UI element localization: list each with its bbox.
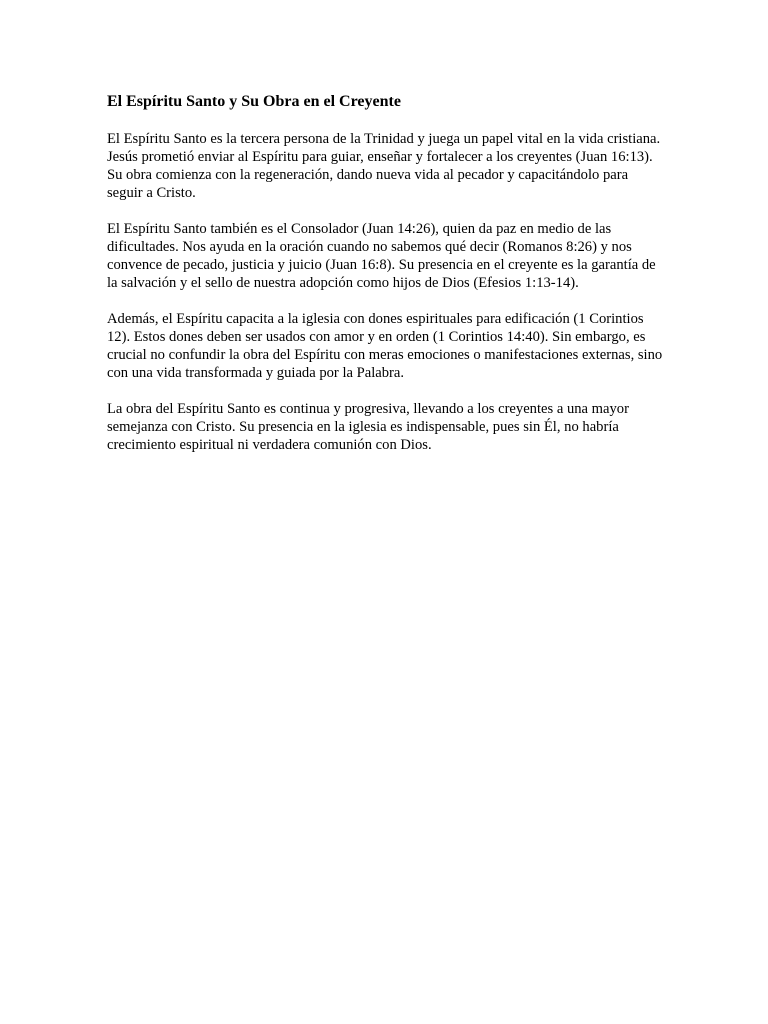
paragraph-4: La obra del Espíritu Santo es continua y progresiva, llevando a los creyentes a una mayor semejanza con Cristo. Su presencia en la iglesia es indispensable, pues sin Él, no habría crecimiento espiritual ni verdadera comunión con Dios. [107, 401, 629, 453]
document-page [107, 92, 663, 472]
paragraph-1: El Espíritu Santo es la tercera persona de la Trinidad y juega un papel vital en la vida cristiana. Jesús prometió enviar al Espíritu para guiar, enseñar y fortalecer a los creyentes (Juan 16:13). Su obra comienza con la regeneración, dando nueva vida al pecador y capacitándolo para seguir a Cristo. [107, 131, 661, 201]
paragraph-3: Además, el Espíritu capacita a la iglesia con dones espirituales para edificación (1 Corintios 12). Estos dones deben ser usados con amor y en orden (1 Corintios 14:40). Sin embargo, es crucial no confundir la obra del Espíritu con meras emociones o manifestaciones externas, sino con una vida transformada y guiada por la Palabra. [107, 311, 663, 381]
paragraph-2: El Espíritu Santo también es el Consolador (Juan 14:26), quien da paz en medio de las dificultades. Nos ayuda en la oración cuando no sabemos qué decir (Romanos 8:26) y nos convence de pecado, justicia y juicio (Juan 16:8). Su presencia en el creyente es la garantía de la salvación y el sello de nuestra adopción como hijos de Dios (Efesios 1:13-14). [107, 221, 656, 291]
document-title: El Espíritu Santo y Su Obra en el Creyente [107, 93, 401, 110]
